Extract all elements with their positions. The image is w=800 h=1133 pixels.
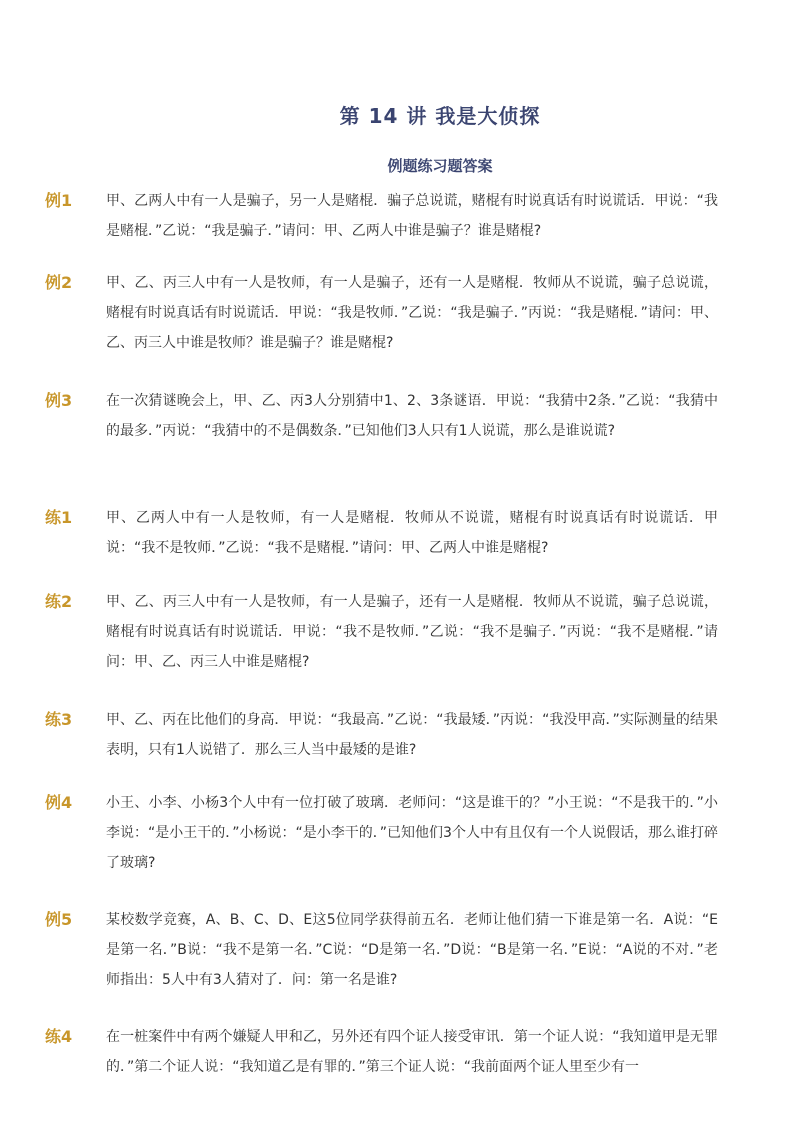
problem-label: 练2 <box>45 592 73 611</box>
problem-text: 甲、乙两人中有一人是牧师，有一人是赌棍．牧师从不说谎，赌棍有时说真话有时说谎话．甲说：“我不是牧师．”乙说：“我不是赌棍．”请问：甲、乙两人中谁是赌棍? <box>106 510 718 556</box>
problem-label: 例1 <box>45 191 73 210</box>
problem-label: 例5 <box>45 910 73 929</box>
problem-label: 例4 <box>45 793 73 812</box>
problem-label: 练4 <box>45 1027 73 1046</box>
problem-text: 在一次猜谜晚会上，甲、乙、丙3人分别猜中1、2、3条谜语．甲说：“我猜中2条．”乙说：“我猜中的最多．”丙说：“我猜中的不是偶数条．”已知他们3人只有1人说谎，那么是谁说谎? <box>106 393 718 439</box>
problem-text: 甲、乙、丙在比他们的身高．甲说：“我最高．”乙说：“我最矮．”丙说：“我没甲高．”实际测量的结果表明，只有1人说错了．那么三人当中最矮的是谁? <box>106 712 718 758</box>
problem-text: 甲、乙、丙三人中有一人是牧师，有一人是骗子，还有一人是赌棍．牧师从不说谎，骗子总说谎，赌棍有时说真话有时说谎话．甲说：“我不是牧师．”乙说：“我不是骗子．”丙说：“我不是赌棍．”请问：甲、乙、丙三人中谁是赌棍? <box>106 594 718 670</box>
section-title: 例题练习题答案 <box>387 157 493 175</box>
problem-label: 例2 <box>45 273 73 292</box>
problem-label: 练3 <box>45 710 73 729</box>
problem-text: 小王、小李、小杨3个人中有一位打破了玻璃．老师问：“这是谁干的？”小王说：“不是我干的．”小李说：“是小王干的．”小杨说：“是小李干的．”已知他们3个人中有且仅有一个人说假话，那么谁打碎了玻璃? <box>106 795 718 871</box>
problem-text: 甲、乙两人中有一人是骗子，另一人是赌棍．骗子总说谎，赌棍有时说真话有时说谎话．甲说：“我是赌棍．”乙说：“我是骗子．”请问：甲、乙两人中谁是骗子？谁是赌棍? <box>106 193 718 239</box>
problem-text: 甲、乙、丙三人中有一人是牧师，有一人是骗子，还有一人是赌棍．牧师从不说谎，骗子总说谎，赌棍有时说真话有时说谎话．甲说：“我是牧师．”乙说：“我是骗子．”丙说：“我是赌棍．”请问：甲、乙、丙三人中谁是牧师？谁是骗子？谁是赌棍? <box>106 275 718 351</box>
problem-label: 练1 <box>45 508 73 527</box>
problem-label: 例3 <box>45 391 73 410</box>
page-title: 第 14 讲 我是大侦探 <box>339 104 541 128</box>
problem-text: 在一桩案件中有两个嫌疑人甲和乙，另外还有四个证人接受审讯．第一个证人说：“我知道甲是无罪的．”第二个证人说：“我知道乙是有罪的．”第三个证人说：“我前面两个证人里至少有一 <box>106 1029 718 1075</box>
problem-text: 某校数学竞赛，A、B、C、D、E这5位同学获得前五名．老师让他们猜一下谁是第一名．A说：“E是第一名．”B说：“我不是第一名．”C说：“D是第一名．”D说：“B是第一名．”E说：“A说的不对．”老师指出：5人中有3人猜对了．问：第一名是谁? <box>106 912 718 988</box>
